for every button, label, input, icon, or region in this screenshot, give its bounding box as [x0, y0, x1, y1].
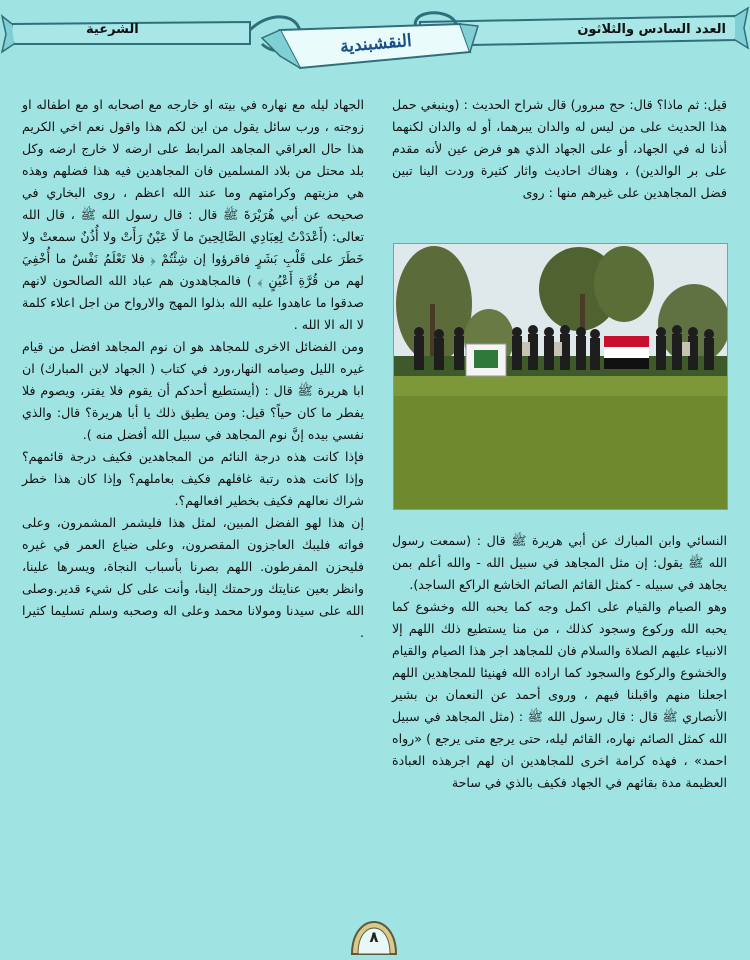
paragraph: الجهاد ليله مع نهاره في بيته او خارجه مع اصحابه او مع اطفاله او زوجته ، ورب سائل يقول من اين لكم هذا واقول نعم اخي الكريم هذا حال العراقي المجاهد المرابط على ارضه لا خارج ارضه وكل بلد محتل من بلاد المسلمين فان المجاهدين فيه هذا فضلهم وهذه هي مزيتهم وكرامتهم وما عند الله اعظم ، روى البخاري في صحيحه عن أبي هُرَيْرَةَ ﷺ قال : قال رسول الله ﷺ ، قال الله تعالى: (أَعْدَدْتُ لِعِبَادِي الصَّالِحِينَ ما لَا عَيْنٌ رَأَتْ ولا أُذُنٌ سمعتْ ولا خَطَرَ على قَلْبِ بَشَرٍ فاقرؤوا إن شِئْتُمْ ﴿ فلا تَعْلَمُ نَفْسٌ ما أُخْفِيَ لهم من قُرَّةِ أَعْيُنٍ ﴾ ) فالمجاهدون هم عباد الله الصالحون لانهم صدقوا ما عاهدوا عليه الله بذلوا المهج والارواح من اجل اعلاء كلمة لا اله الا الله .: [22, 97, 364, 332]
left-column: [22, 94, 364, 644]
right-column-top: [392, 94, 727, 204]
group-photo: [393, 243, 728, 510]
page-number: ٨: [369, 928, 379, 946]
magazine-logo: النقشبندية: [339, 30, 413, 58]
right-column-bottom: [392, 530, 727, 794]
paragraph: وهو الصيام والقيام على اكمل وجه كما يحبه الله وخشوع كما يحبه الله وركوع وسجود كذلك ، من منا يستطيع ذلك اللهم إلا الانبياء عليهم الصلاة والسلام فان للمجاهد اجر هذا الصيام والقيام والخشوع والركوع والسجود كما اراده الله فهنيئا للمجاهدين اللهم اجعلنا منهم واقبلنا فيهم ، وروى أحمد عن النعمان بن بشير الأنصاري ﷺ قال : قال رسول الله ﷺ : (مثل المجاهد في سبيل الله كمثل الصائم نهاره، القائم ليله، حتى يرجع متى يرجع ) «رواه احمد» ، فهذه كرامة اخرى للمجاهدين ان لهم اجرهذه العبادة العظيمة مدة بقائهم في الجهاد فكيف بالذي في ساحة: [392, 599, 727, 790]
paragraph: النسائي وابن المبارك عن أبي هريرة ﷺ قال : (سمعت رسول الله ﷺ يقول: إن مثل المجاهد في سبيل الله - والله أعلم بمن يجاهد في سبيله - كمثل القائم الصائم الخاشع الراكع الساجد).: [392, 533, 727, 592]
page-header: [0, 0, 750, 70]
paragraph: ومن الفضائل الاخرى للمجاهد هو ان نوم المجاهد افضل من قيام غيره الليل وصيامه النهار،ورد في كتاب ( الجهاد لابن المبارك) ان ابا هريرة ﷺ قال : (أيستطيع أحدكم أن يقوم فلا يفتر، ويصوم فلا يفطر ما كان حياً؟ قيل: ومن يطيق ذلك يا أبا هريرة؟ قال: والذي نفسي بيده إنَّ نوم المجاهد في سبيل الله أفضل منه ).: [22, 339, 364, 442]
photo-illustration: [394, 244, 727, 509]
paragraph: فإذا كانت هذه درجة النائم من المجاهدين فكيف درجة قائمهم؟ وإذا كانت هذه رتبة غافلهم فكيف بعاملهم؟ وإذا كان هذا خطر شراك نعالهم فكيف بخطير افعالهم؟.: [22, 449, 364, 508]
paragraph: قيل: ثم ماذا؟ قال: حج مبرور) قال شراح الحديث : (وينبغي حمل هذا الحديث على من ليس له والدان يبرهما، أو له والدان لكنهما أذنا له في الجهاد، أو على الجهاد الذي هو فرض عين لأنه مقدم على بر الوالدين) ، وهناك احاديث واثار كثيرة وردت الينا تبين فضل المجاهدين على غيرهم منها : روى: [392, 97, 727, 200]
issue-label: العدد السادس والثلاثون: [577, 22, 726, 37]
paragraph: إن هذا لهو الفضل المبين، لمثل هذا فليشمر المشمرون، وعلى فواته فليبك العاجزون المقصرون، وعلى ضياع العمر في غيره فليحزن المفرطون. اللهم بصرنا بأسباب النجاة، ويسرها علينا، وانظر بعين عنايتك ورحمتك إلينا، وأنت على كل شيء قدير.وصلى الله على سيدنا ومولانا محمد وعلى اله وصحبه وسلم تسليما كثيرا .: [22, 515, 364, 640]
section-label: الشرعية: [86, 22, 139, 37]
